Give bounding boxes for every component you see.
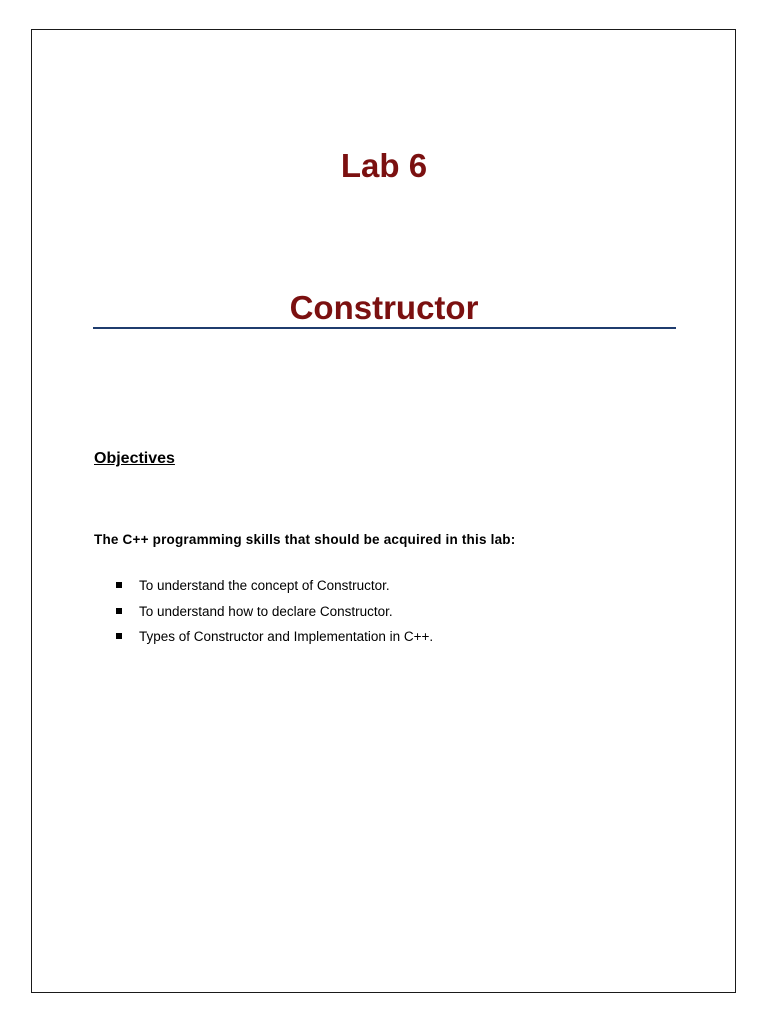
objectives-list	[115, 576, 433, 653]
intro-line: The C++ programming skills that should be acquired in this lab:	[94, 532, 516, 547]
objective-item	[115, 602, 433, 628]
lab-title: Lab 6	[340, 147, 428, 184]
square-bullet-icon	[116, 633, 122, 639]
title-divider	[93, 327, 676, 329]
objective-item	[115, 627, 433, 653]
objective-text: To understand the concept of Constructor.	[139, 578, 390, 593]
objective-text: Types of Constructor and Implementation in C++.	[139, 629, 434, 644]
objective-text: To understand how to declare Constructor.	[139, 603, 393, 619]
square-bullet-icon	[116, 608, 122, 614]
square-bullet-icon	[116, 582, 122, 588]
objectives-heading: Objectives	[94, 450, 175, 467]
topic-title: Constructor	[289, 289, 479, 326]
objective-item	[115, 576, 433, 602]
